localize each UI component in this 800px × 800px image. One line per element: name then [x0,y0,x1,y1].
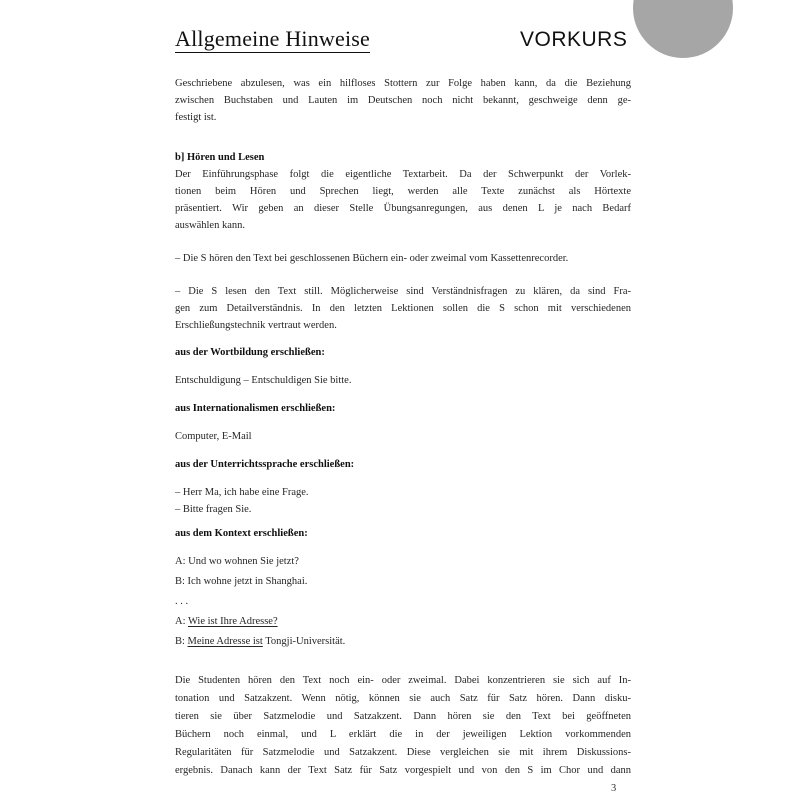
text-line: ergebnis. Danach kann der Text Satz für Satz vorgespielt und von den S im Chor und dann [175,765,631,776]
dialogue-line [175,633,631,650]
text-line: tionen beim Hören und Sprechen liegt, werden alle Texte zunächst als Hörtexte [175,186,631,197]
text-line: tieren sie über Satzmelodie und Satzakzent. Dann hören sie den Text bei geöffneten [175,711,631,722]
bullet-item [175,250,631,267]
example-line: – Bitte fragen Sie. [175,504,252,515]
dialogue-line: B: Ich wohne jetzt in Shanghai. [175,576,308,587]
subsection-heading: aus Internationalismen erschließen: [175,403,336,414]
text-line: gen zum Detailverständnis. In den letzten Lektionen sollen die S schon mit verschiedenen [175,303,631,314]
dialogue-line: A: Und wo wohnen Sie jetzt? [175,556,299,567]
text-line: Büchern noch einmal, und L erklärt die in der jeweiligen Lektion vorkommenden [175,729,631,740]
corner-decoration [633,0,733,58]
example-line: – Herr Ma, ich habe eine Frage. [175,487,309,498]
text-line: Erschließungstechnik vertraut werden. [175,320,337,331]
text-line: Regularitäten für Satzmelodie und Satzakzent. Diese vergleichen sie mit ihrem Diskussions- [175,747,631,758]
course-tag: VORKURS [520,28,628,51]
text-line: Der Einführungsphase folgt die eigentliche Textarbeit. Da der Schwerpunkt der Vorlek- [175,169,631,180]
body-text [175,70,631,780]
text-line: zwischen Buchstaben und Lauten im Deutschen noch nicht bekannt, geschweige denn ge- [175,95,631,106]
speaker-label: B: [175,636,188,647]
bullet-item [175,283,631,334]
text-line: – Die S hören den Text bei geschlossenen Büchern ein- oder zweimal vom Kassettenrecorder. [175,253,569,264]
text-line: – Die S lesen den Text still. Möglicherweise sind Verständnisfragen zu klären, da sind Fra- [175,286,631,297]
text-line: Die Studenten hören den Text noch ein- oder zweimal. Dabei konzentrieren sie sich auf In- [175,675,631,686]
dialogue [175,553,631,650]
subsection-heading: aus der Wortbildung erschließen: [175,347,325,358]
text-line: tonation und Satzakzent. Wenn nötig, können sie auch Satz für Satz hören. Dann disku- [175,693,631,704]
dialogue-ellipsis: . . . [175,596,189,607]
dialogue-line [175,613,631,630]
closing-paragraph [175,672,631,780]
speaker-label: A: [175,616,188,627]
section-b-paragraph [175,166,631,234]
subsection-heading: aus der Unterrichtssprache erschließen: [175,459,355,470]
subsection-heading: aus dem Kontext erschließen: [175,528,308,539]
dialogue-rest: Tongji-Universität. [262,636,346,647]
text-line: festigt ist. [175,112,217,123]
example-list [175,484,631,518]
section-heading: b] Hören und Lesen [175,152,265,163]
example-text: Computer, E-Mail [175,431,252,442]
intro-paragraph [175,75,631,126]
underlined-phrase: Meine Adresse ist [187,636,263,647]
example-text: Entschuldigung – Entschuldigen Sie bitte. [175,375,352,386]
underlined-phrase: Wie ist Ihre Adresse? [187,616,278,627]
text-line: auswählen kann. [175,220,245,231]
page-title: Allgemeine Hinweise [175,26,371,51]
text-line: präsentiert. Wir geben an dieser Stelle Übungsanregungen, aus denen L je nach Bedarf [175,203,631,214]
text-line: Geschriebene abzulesen, was ein hilfloses Stottern zur Folge haben kann, da die Beziehung [175,78,631,89]
page-number: 3 [611,783,617,794]
